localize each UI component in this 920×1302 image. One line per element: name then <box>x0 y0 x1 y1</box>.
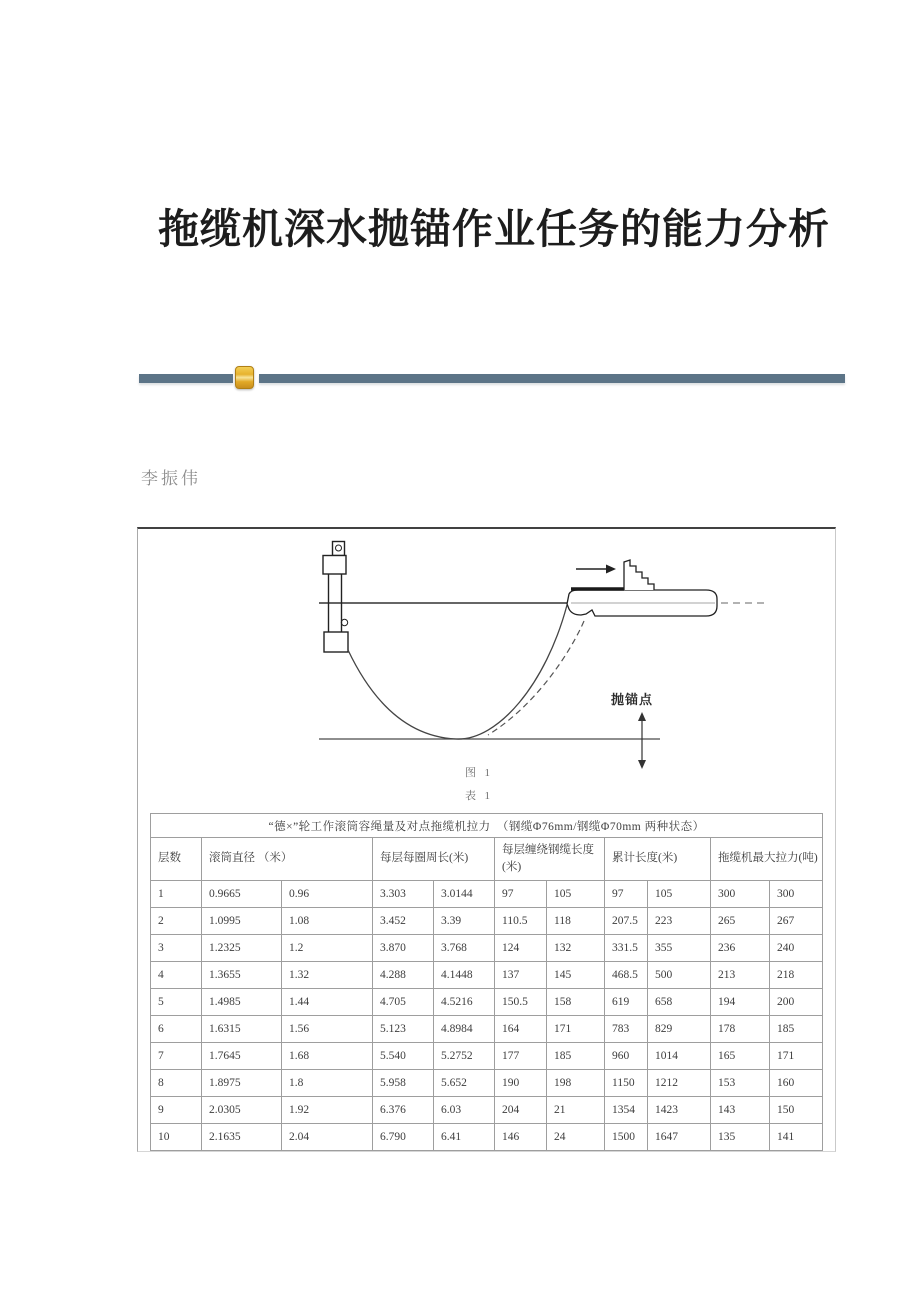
table-cell: 10 <box>151 1124 202 1151</box>
table-cell: 1423 <box>648 1097 711 1124</box>
table-cell: 300 <box>770 881 823 908</box>
table-cell: 160 <box>770 1070 823 1097</box>
table-cell: 178 <box>711 1016 770 1043</box>
page-title: 拖缆机深水抛锚作业任务的能力分析 <box>158 206 830 252</box>
table-cell: 4.5216 <box>434 989 495 1016</box>
table-cell: 3.39 <box>434 908 495 935</box>
table-cell: 3.870 <box>373 935 434 962</box>
table-cell: 240 <box>770 935 823 962</box>
table-cell: 1.0995 <box>202 908 282 935</box>
table-row <box>151 1097 823 1124</box>
table-cell: 190 <box>495 1070 547 1097</box>
table-cell: 331.5 <box>605 935 648 962</box>
table-cell: 1.4985 <box>202 989 282 1016</box>
table-cell: 500 <box>648 962 711 989</box>
table-cell: 150.5 <box>495 989 547 1016</box>
table-cell: 5.123 <box>373 1016 434 1043</box>
table-cell: 97 <box>605 881 648 908</box>
table-cell: 150 <box>770 1097 823 1124</box>
table-row <box>151 962 823 989</box>
table-body <box>151 881 823 1151</box>
depth-double-arrow <box>638 712 646 769</box>
table-cell: 300 <box>711 881 770 908</box>
table-cell: 6.790 <box>373 1124 434 1151</box>
table-title: “德×”轮工作滚筒容绳量及对点拖缆机拉力 （钢缆Φ76mm/钢缆Φ70mm 两种状态） <box>151 814 823 838</box>
table-cell: 1.44 <box>282 989 373 1016</box>
table-cell: 3.303 <box>373 881 434 908</box>
table-cell: 265 <box>711 908 770 935</box>
table-cell: 171 <box>547 1016 605 1043</box>
table-cell: 194 <box>711 989 770 1016</box>
table-cell: 783 <box>605 1016 648 1043</box>
table-cell: 4.705 <box>373 989 434 1016</box>
table-cell: 200 <box>770 989 823 1016</box>
table-cell: 1.68 <box>282 1043 373 1070</box>
table-cell: 2 <box>151 908 202 935</box>
table-cell: 1.92 <box>282 1097 373 1124</box>
table-cell: 164 <box>495 1016 547 1043</box>
table-cell: 185 <box>770 1016 823 1043</box>
table-cell: 468.5 <box>605 962 648 989</box>
table-cell: 1354 <box>605 1097 648 1124</box>
table-cell: 3.768 <box>434 935 495 962</box>
table-cell: 355 <box>648 935 711 962</box>
table-cell: 236 <box>711 935 770 962</box>
table-cell: 118 <box>547 908 605 935</box>
table-cell: 1.7645 <box>202 1043 282 1070</box>
table-cell: 1150 <box>605 1070 648 1097</box>
table-cell: 97 <box>495 881 547 908</box>
table-cell: 105 <box>547 881 605 908</box>
table-cell: 1.32 <box>282 962 373 989</box>
table-cell: 2.1635 <box>202 1124 282 1151</box>
table-row <box>151 989 823 1016</box>
table-cell: 24 <box>547 1124 605 1151</box>
table-cell: 4.8984 <box>434 1016 495 1043</box>
table-cell: 0.96 <box>282 881 373 908</box>
table-title-row <box>151 814 823 838</box>
col-header-cumulative-length: 累计长度(米) <box>605 838 711 881</box>
table-cell: 658 <box>648 989 711 1016</box>
table-cell: 0.9665 <box>202 881 282 908</box>
table-cell: 8 <box>151 1070 202 1097</box>
table-cell: 7 <box>151 1043 202 1070</box>
table-cell: 1014 <box>648 1043 711 1070</box>
table-header-row <box>151 838 823 881</box>
table-cell: 1647 <box>648 1124 711 1151</box>
table-cell: 218 <box>770 962 823 989</box>
table-cell: 5.540 <box>373 1043 434 1070</box>
table-cell: 132 <box>547 935 605 962</box>
table-cell: 110.5 <box>495 908 547 935</box>
table-cell: 223 <box>648 908 711 935</box>
table-cell: 1.08 <box>282 908 373 935</box>
table-cell: 165 <box>711 1043 770 1070</box>
col-header-max-pull: 拖缆机最大拉力(吨) <box>711 838 823 881</box>
table-cell: 213 <box>711 962 770 989</box>
cable-catenary <box>348 605 567 739</box>
col-header-circumference: 每层每圈周长(米) <box>373 838 495 881</box>
table-cell: 198 <box>547 1070 605 1097</box>
col-header-layer: 层数 <box>151 838 202 881</box>
table-cell: 5 <box>151 989 202 1016</box>
figure-caption: 图 1 <box>465 767 491 779</box>
table-cell: 1212 <box>648 1070 711 1097</box>
table-row <box>151 1124 823 1151</box>
table-cell: 3 <box>151 935 202 962</box>
table-row <box>151 1016 823 1043</box>
table-cell: 21 <box>547 1097 605 1124</box>
table-cell: 1500 <box>605 1124 648 1151</box>
table-cell: 829 <box>648 1016 711 1043</box>
table-cell: 1.8 <box>282 1070 373 1097</box>
table-cell: 4.1448 <box>434 962 495 989</box>
table-cell: 619 <box>605 989 648 1016</box>
table-cell: 2.04 <box>282 1124 373 1151</box>
table-cell: 1.2325 <box>202 935 282 962</box>
table-cell: 5.958 <box>373 1070 434 1097</box>
table-cell: 105 <box>648 881 711 908</box>
table-row <box>151 935 823 962</box>
table-row <box>151 908 823 935</box>
table-cell: 137 <box>495 962 547 989</box>
table-cell: 4.288 <box>373 962 434 989</box>
table-cell: 143 <box>711 1097 770 1124</box>
table-cell: 207.5 <box>605 908 648 935</box>
table-cell: 158 <box>547 989 605 1016</box>
divider-bar-left <box>139 374 233 383</box>
anchor-point-label: 抛锚点 <box>610 692 653 707</box>
table-cell: 6.03 <box>434 1097 495 1124</box>
table-cell: 9 <box>151 1097 202 1124</box>
table-cell: 5.652 <box>434 1070 495 1097</box>
table-cell: 171 <box>770 1043 823 1070</box>
table-cell: 6 <box>151 1016 202 1043</box>
table-cell: 124 <box>495 935 547 962</box>
col-header-drum-diameter: 滚筒直径 （米） <box>202 838 373 881</box>
table-cell: 1.56 <box>282 1016 373 1043</box>
direction-arrow <box>576 565 616 574</box>
table-caption: 表 1 <box>465 790 491 802</box>
table-row <box>151 1043 823 1070</box>
table-cell: 6.376 <box>373 1097 434 1124</box>
table-cell: 177 <box>495 1043 547 1070</box>
table-cell: 135 <box>711 1124 770 1151</box>
drum-capacity-table <box>150 813 823 1151</box>
table-cell: 960 <box>605 1043 648 1070</box>
table-cell: 5.2752 <box>434 1043 495 1070</box>
table-cell: 1.3655 <box>202 962 282 989</box>
table-cell: 1.6315 <box>202 1016 282 1043</box>
author-name: 李振伟 <box>141 469 201 488</box>
table-row <box>151 1070 823 1097</box>
table-cell: 6.41 <box>434 1124 495 1151</box>
table-cell: 153 <box>711 1070 770 1097</box>
spar-buoy <box>323 542 348 653</box>
anchor-drop-dashed-line <box>488 621 584 735</box>
table-cell: 4 <box>151 962 202 989</box>
table-cell: 1.2 <box>282 935 373 962</box>
table-row <box>151 881 823 908</box>
table-cell: 3.0144 <box>434 881 495 908</box>
table-cell: 204 <box>495 1097 547 1124</box>
table-cell: 267 <box>770 908 823 935</box>
table-cell: 3.452 <box>373 908 434 935</box>
table-cell: 2.0305 <box>202 1097 282 1124</box>
table-cell: 141 <box>770 1124 823 1151</box>
col-header-cable-length: 每层缠绕钢缆长度 (米) <box>495 838 605 881</box>
divider-bar-right <box>259 374 845 383</box>
gold-bead-icon <box>235 366 254 389</box>
table-cell: 185 <box>547 1043 605 1070</box>
figure-panel <box>137 527 836 1152</box>
table-cell: 1.8975 <box>202 1070 282 1097</box>
table-cell: 1 <box>151 881 202 908</box>
table-cell: 145 <box>547 962 605 989</box>
table-cell: 146 <box>495 1124 547 1151</box>
